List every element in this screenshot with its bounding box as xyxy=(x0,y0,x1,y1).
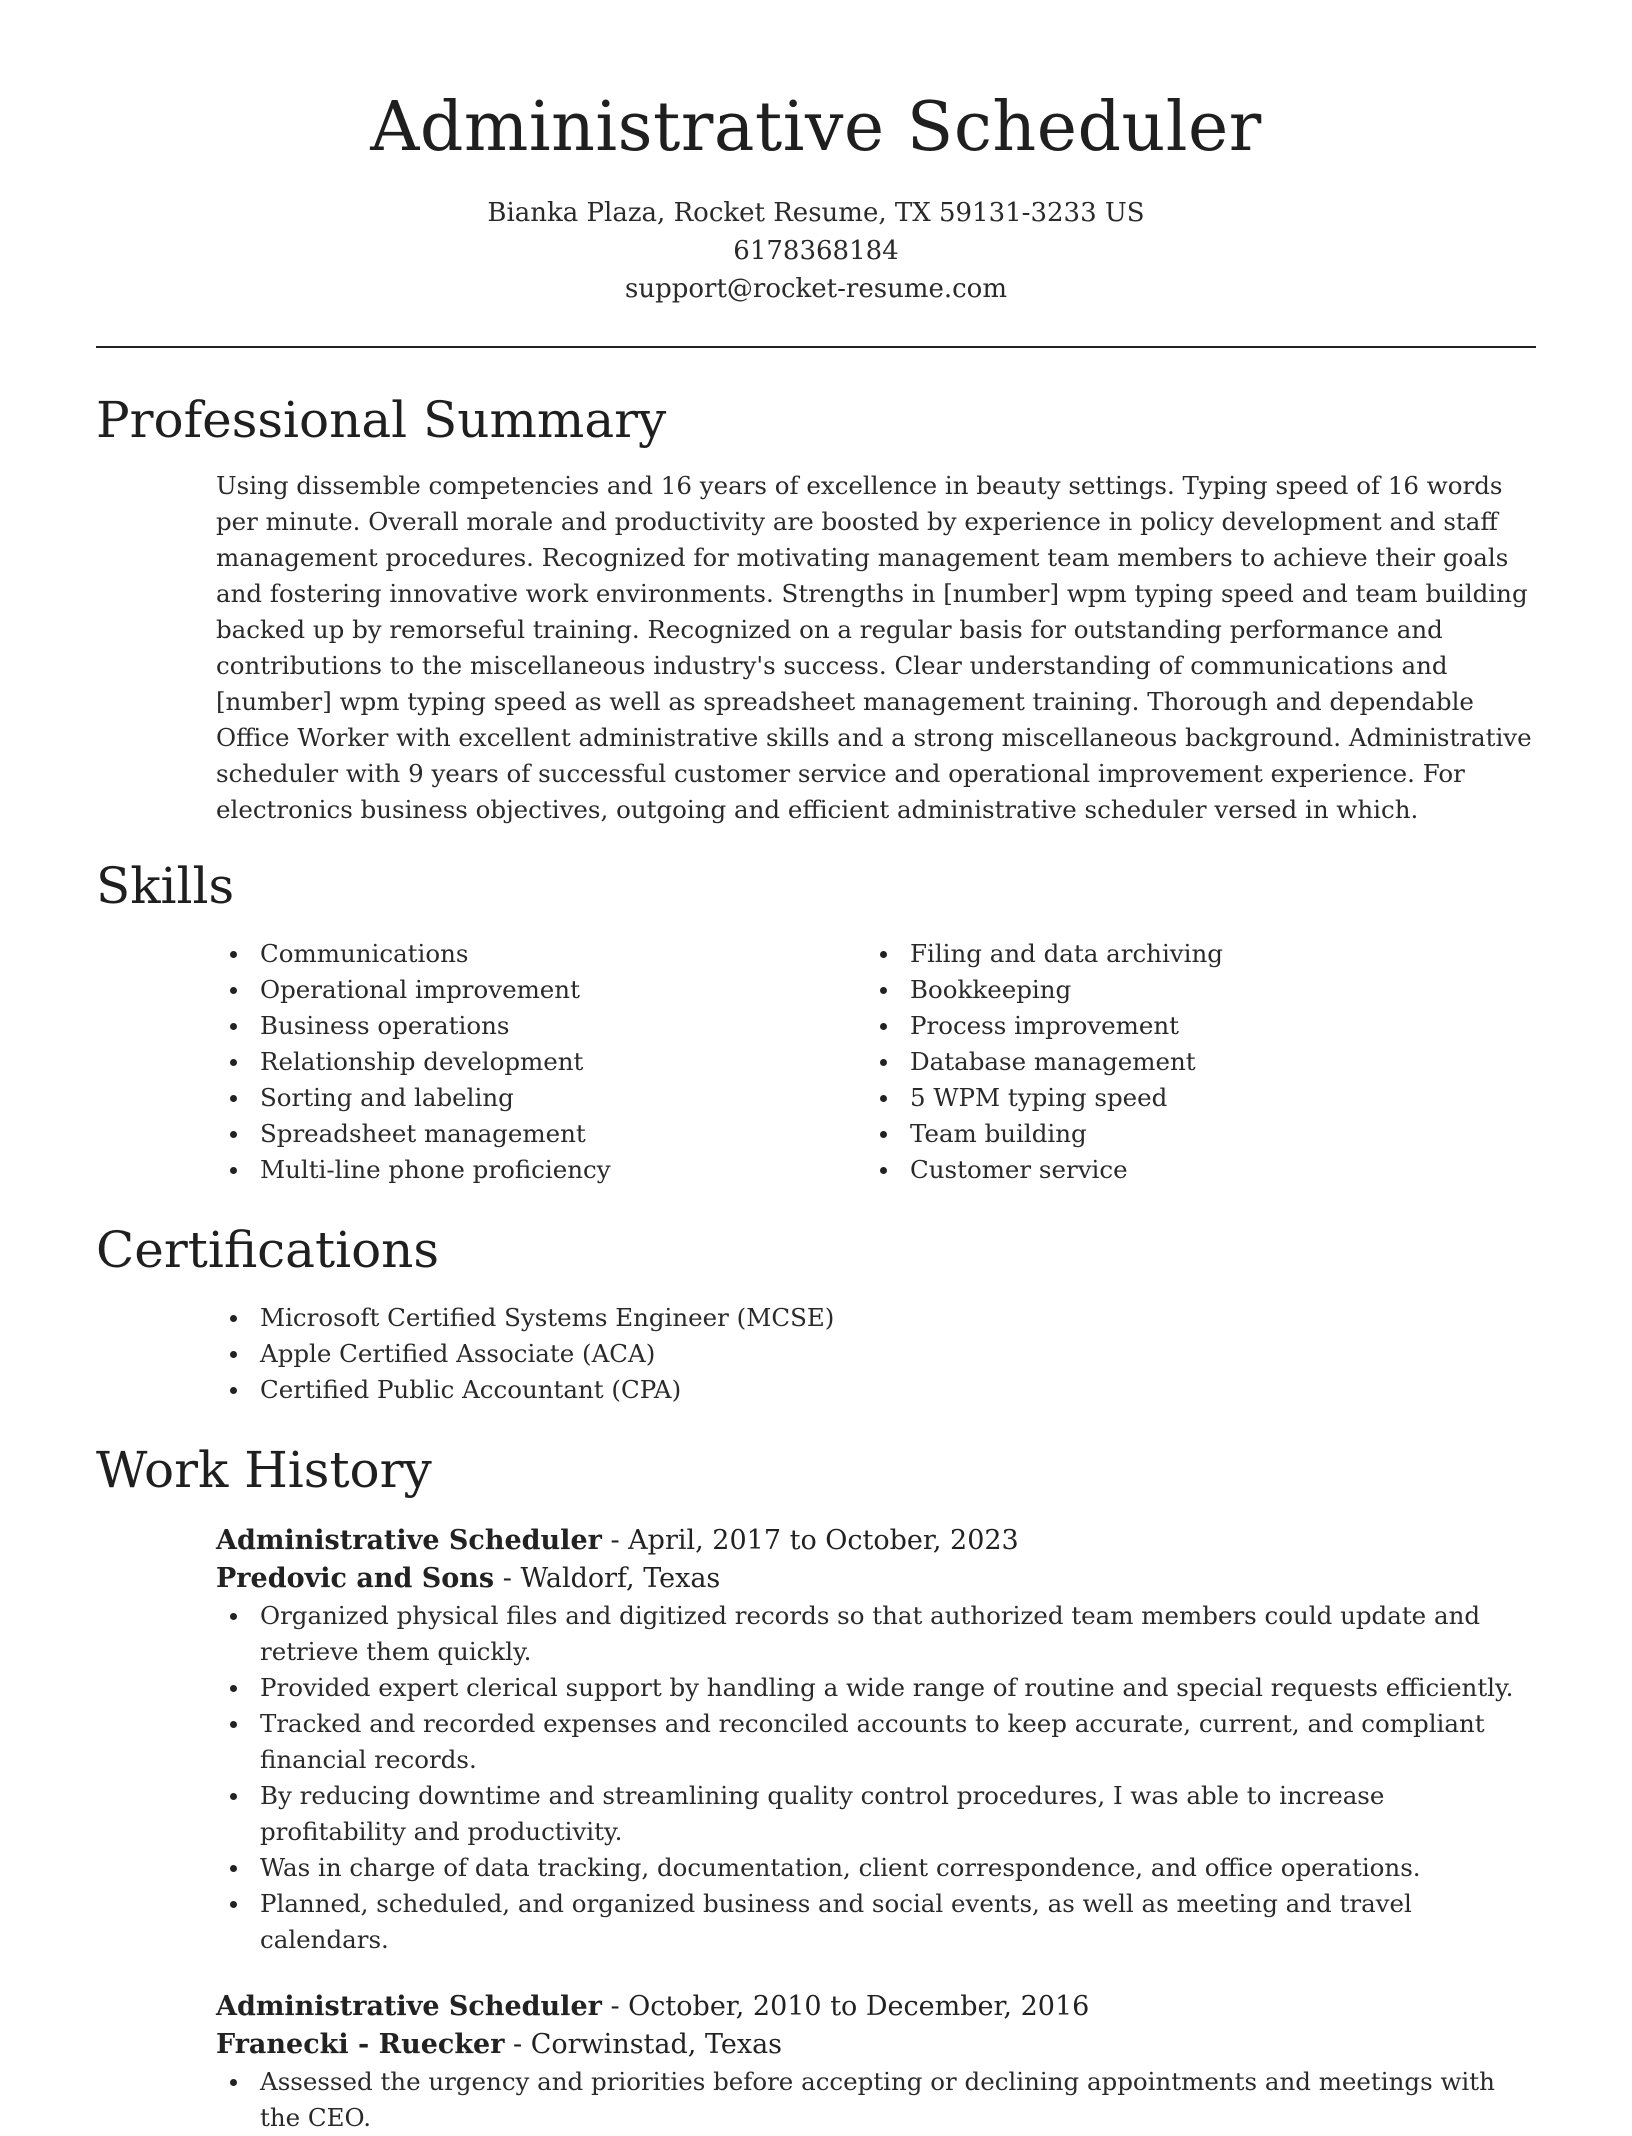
contact-info xyxy=(96,194,1536,308)
job-duty-item: Tracked and recorded expenses and reconciled accounts to keep accurate, current, and compliant financial records. xyxy=(216,1706,1536,1778)
job-company-line xyxy=(216,2026,1536,2064)
job-duties-list xyxy=(216,1598,1536,1958)
skill-item: Sorting and labeling xyxy=(216,1080,866,1116)
job-company: Franecki - Ruecker xyxy=(216,2029,505,2060)
job-title-line xyxy=(216,1522,1536,1560)
certifications-list xyxy=(216,1300,1536,1408)
job-duties-list xyxy=(216,2064,1536,2136)
job-company: Predovic and Sons xyxy=(216,1563,495,1594)
skill-item: Multi-line phone proficiency xyxy=(216,1152,866,1188)
professional-summary-section xyxy=(96,388,1536,828)
job-entry xyxy=(216,1988,1536,2136)
job-entry xyxy=(216,1522,1536,1958)
skill-item: Spreadsheet management xyxy=(216,1116,866,1152)
job-role: Administrative Scheduler xyxy=(216,1525,602,1556)
separator: - xyxy=(610,1991,629,2022)
skill-item: Relationship development xyxy=(216,1044,866,1080)
job-title-line xyxy=(216,1988,1536,2026)
header-divider xyxy=(96,346,1536,348)
resume-header xyxy=(96,0,1536,308)
skill-item: Customer service xyxy=(866,1152,1516,1188)
address: Bianka Plaza, Rocket Resume, TX 59131-3233 US xyxy=(487,198,1145,228)
phone-number: 6178368184 xyxy=(733,236,899,266)
skill-item: Operational improvement xyxy=(216,972,866,1008)
job-duty-item: Provided expert clerical support by handling a wide range of routine and special requests efficiently. xyxy=(216,1670,1536,1706)
skill-item: Database management xyxy=(866,1044,1516,1080)
section-title-certifications: Certifications xyxy=(96,1221,440,1279)
skill-item: Bookkeeping xyxy=(866,972,1516,1008)
certifications-section xyxy=(96,1218,1536,1408)
skill-item: Communications xyxy=(216,936,866,972)
job-duty-item: Assessed the urgency and priorities before accepting or declining appointments and meetings with the CEO. xyxy=(216,2064,1536,2136)
skills-list-left xyxy=(216,936,866,1188)
certification-item: Microsoft Certified Systems Engineer (MCSE) xyxy=(216,1300,1536,1336)
separator: - xyxy=(513,2029,531,2060)
section-title-skills: Skills xyxy=(96,857,235,915)
summary-text: Using dissemble competencies and 16 years of excellence in beauty settings. Typing speed of 16 words per minute. Overall morale and productivity are boosted by experience in policy development and staff management procedures. Recognized for motivating management team members to achieve their goals and fostering innovative work environments. Strengths in [number] wpm typing speed and team building backed up by remorseful training. Recognized on a regular basis for outstanding performance and contributions to the miscellaneous industry's success. Clear understanding of communications and [number] wpm typing speed as well as spreadsheet management training. Thorough and dependable Office Worker with excellent administrative skills and a strong miscellaneous background. Administrative scheduler with 9 years of successful customer service and operational improvement experience. For electronics business objectives, outgoing and efficient administrative scheduler versed in which. xyxy=(216,471,1532,824)
job-duty-item: Was in charge of data tracking, documentation, client correspondence, and office operations. xyxy=(216,1850,1536,1886)
job-duty-item: Organized physical files and digitized records so that authorized team members could update and retrieve them quickly. xyxy=(216,1598,1536,1670)
resume-page xyxy=(96,0,1536,2136)
certification-item: Apple Certified Associate (ACA) xyxy=(216,1336,1536,1372)
job-location: Corwinstad, Texas xyxy=(530,2029,783,2060)
job-duty-item: By reducing downtime and streamlining quality control procedures, I was able to increase profitability and productivity. xyxy=(216,1778,1536,1850)
work-history-section xyxy=(96,1438,1536,2136)
skills-list-right xyxy=(866,936,1516,1188)
skills-section xyxy=(96,854,1536,1188)
job-dates: April, 2017 to October, 2023 xyxy=(628,1525,1019,1556)
separator: - xyxy=(610,1525,629,1556)
job-role: Administrative Scheduler xyxy=(216,1991,602,2022)
section-title-summary: Professional Summary xyxy=(96,391,667,449)
skills-grid xyxy=(216,936,1536,1188)
section-title-work-history: Work History xyxy=(96,1441,432,1499)
job-dates: October, 2010 to December, 2016 xyxy=(628,1991,1090,2022)
candidate-name: Administrative Scheduler xyxy=(370,88,1262,167)
job-duty-item: Planned, scheduled, and organized business and social events, as well as meeting and travel calendars. xyxy=(216,1886,1536,1958)
separator: - xyxy=(502,1563,521,1594)
skill-item: Filing and data archiving xyxy=(866,936,1516,972)
certification-item: Certified Public Accountant (CPA) xyxy=(216,1372,1536,1408)
skill-item: Team building xyxy=(866,1116,1516,1152)
job-location: Waldorf, Texas xyxy=(520,1563,721,1594)
skill-item: 5 WPM typing speed xyxy=(866,1080,1516,1116)
skill-item: Business operations xyxy=(216,1008,866,1044)
email-address: support@rocket-resume.com xyxy=(624,274,1007,304)
skill-item: Process improvement xyxy=(866,1008,1516,1044)
job-company-line xyxy=(216,1560,1536,1598)
